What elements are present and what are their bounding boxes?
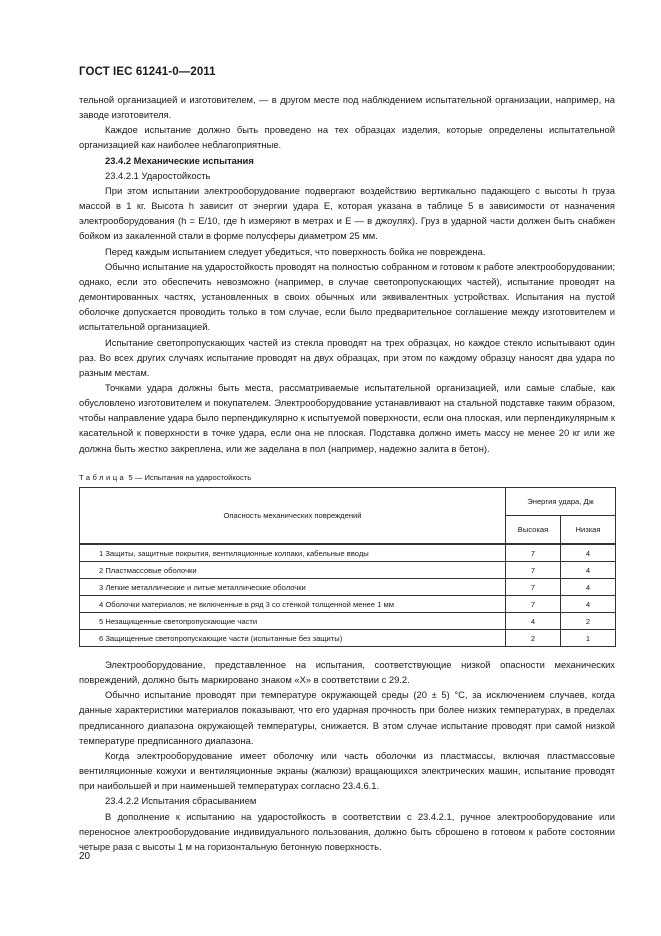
row-low-energy: 4 bbox=[561, 544, 616, 562]
paragraph: тельной организацией и изготовителем, — в другом месте под наблюдением испытательной организации, например, на заводе изготовителя. bbox=[79, 94, 615, 121]
row-low-energy: 1 bbox=[561, 630, 616, 647]
body-text-bottom bbox=[79, 657, 615, 854]
paragraph: При этом испытании электрооборудование подвергают воздействию вертикально падающего с высоты h груза массой в 1 кг. Высота h зависит от энергии удара E, которая указана в таблице 5 в зависимости от назначения электрооборудования (h = E/10, где h измеряют в метрах и E — в джоулях). Груз в ударной части должен быть снабжен бойком из закаленной стали в форме полусферы диаметром 25 мм. bbox=[79, 184, 615, 242]
row-low-energy: 4 bbox=[561, 596, 616, 613]
paragraph: Перед каждым испытанием следует убедиться, что поверхность бойка не повреждена. bbox=[105, 245, 486, 257]
row-low-energy: 2 bbox=[561, 613, 616, 630]
paragraph: Испытание светопропускающих частей из стекла проводят на трех образцах, но каждое стекло испытывают один раз. Во всех других случаях испытание проводят на двух образцах, при этом по каждому образцу наносят два удара по разным местам. bbox=[79, 336, 615, 378]
table-row bbox=[80, 544, 616, 562]
paragraph: Когда электрооборудование имеет оболочку или часть оболочки из пластмассы, включая пластмассовые вентиляционные кожухи и вентиляционные экраны (жалюзи) вращающихся электрических машин, испытание проводят при наибольшей и при наименьшей температурах согласно 23.4.6.1. bbox=[79, 749, 615, 792]
section-heading: 23.4.2 Механические испытания bbox=[105, 154, 254, 166]
table-row bbox=[80, 630, 616, 647]
row-low-energy: 4 bbox=[561, 562, 616, 579]
document-header: ГОСТ IEC 61241-0—2011 bbox=[79, 66, 216, 78]
row-high-energy: 2 bbox=[506, 630, 561, 647]
row-high-energy: 7 bbox=[506, 579, 561, 596]
row-description: 4 Оболочки материалов, не включенные в ряд 3 со стенкой толщенной менее 1 мм bbox=[80, 596, 506, 613]
row-description: 2 Пластмассовые оболочки bbox=[80, 562, 506, 579]
table-row bbox=[80, 579, 616, 596]
paragraph: Обычно испытание на ударостойкость проводят на полностью собранном и готовом к работе электрооборудовании; однако, если это обеспечить невозможно (например, в случае светопропускающих частей), испытание проводят на демонтированных частях, установленных в своих обычных или эквивалентных устройствах. Испытания на пустой оболочке допускается проводить только в том случае, если было предварительное соглашение между изготовителем и испытательной организацией. bbox=[79, 260, 615, 333]
row-high-energy: 4 bbox=[506, 613, 561, 630]
row-description: 5 Незащищенные светопропускающие части bbox=[80, 613, 506, 630]
table-row bbox=[80, 596, 616, 613]
col-header-low: Низкая bbox=[561, 516, 616, 545]
table-row bbox=[80, 613, 616, 630]
col-header-high: Высокая bbox=[506, 516, 561, 545]
subsection-heading: 23.4.2.2 Испытания сбрасыванием bbox=[105, 795, 257, 807]
row-low-energy: 4 bbox=[561, 579, 616, 596]
table-caption-word: Таблица bbox=[79, 473, 127, 482]
paragraph: Каждое испытание должно быть проведено на тех образцах изделия, которые определены испытательной организацией как наиболее неблагоприятные. bbox=[79, 124, 615, 151]
paragraph: В дополнение к испытанию на ударостойкость в соответствии с 23.4.2.1, ручное электрооборудование или переносное электрооборудование индивидуального пользования, должно быть сброшено в готовом к работе состоянии четыре раза с высоты 1 м на горизонтальную бетонную поверхность. bbox=[79, 810, 615, 852]
row-description: 3 Легкие металлические и литые металлические оболочки bbox=[80, 579, 506, 596]
row-description: 1 Защиты, защитные покрытия, вентиляционные колпаки, кабельные вводы bbox=[80, 544, 506, 562]
col-header-energy: Энергия удара, Дж bbox=[506, 488, 616, 516]
row-description: 6 Защищенные светопропускающие части (испытанные без защиты) bbox=[80, 630, 506, 647]
row-high-energy: 7 bbox=[506, 544, 561, 562]
paragraph: Электрооборудование, представленное на испытания, соответствующие низкой опасности механических повреждений, должно быть маркировано знаком «X» в соответствии с 29.2. bbox=[79, 659, 615, 686]
table-row bbox=[80, 562, 616, 579]
table-caption bbox=[79, 473, 251, 482]
paragraph: Обычно испытание проводят при температуре окружающей среды (20 ± 5) °С, за исключением случаев, когда данные характеристики материалов показывают, что его ударная прочность при более низких температурах, в пределах предписанного диапазона окружающей температуры, снижается. В этом случае испытание проводят при самой низкой температуре предписанного диапазона. bbox=[79, 689, 615, 746]
table-caption-text: 5 — Испытания на ударостойкость bbox=[128, 473, 252, 482]
page-number: 20 bbox=[79, 851, 91, 862]
impact-test-table bbox=[79, 487, 616, 647]
col-header-hazard: Опасность механических повреждений bbox=[80, 488, 506, 545]
row-high-energy: 7 bbox=[506, 596, 561, 613]
paragraph: Точками удара должны быть места, рассматриваемые испытательной организацией, или самые слабые, как обусловлено изготовителем и покупателем. Электрооборудование устанавливают на стальной подставке таким образом, чтобы направление удара было перпендикулярно к испытуемой поверхности, если она плоская, или перпендикулярным к касательной к поверхности в точке удара, если она не плоская. Подставка должно иметь массу не менее 20 кг или же должна быть жестко закреплена, или же заделана в пол (например, надежно залита в бетон). bbox=[79, 381, 615, 454]
subsection-heading: 23.4.2.1 Ударостойкость bbox=[105, 169, 211, 181]
body-text-top bbox=[79, 92, 615, 456]
row-high-energy: 7 bbox=[506, 562, 561, 579]
